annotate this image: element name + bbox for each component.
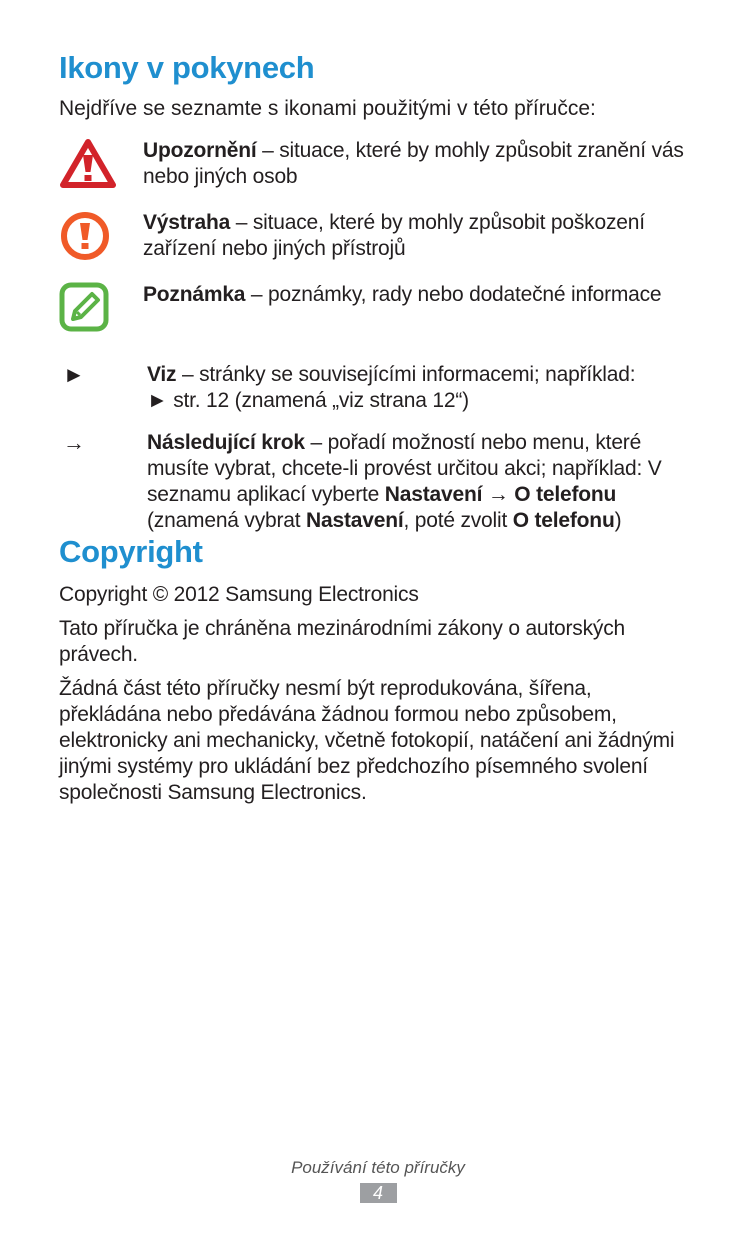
viz-row (59, 362, 699, 414)
next-step-explain-setting: Nastavení (306, 508, 404, 532)
warning-exclamation-icon (59, 210, 111, 262)
next-step-term: Následující krok (147, 430, 305, 454)
caution-description (143, 138, 699, 190)
warning-row (59, 210, 699, 262)
warning-description (143, 210, 699, 262)
icons-intro: Nejdříve se seznamte s ikonami použitými v této příručce: (59, 96, 596, 120)
viz-description (147, 362, 699, 414)
caution-row (59, 138, 699, 190)
warning-text: – situace, které by mohly způsobit poškození zařízení nebo jiných přístrojů (143, 210, 645, 260)
copyright-protection-paragraph: Tato příručka je chráněna mezinárodními zákony o autorských právech. (59, 616, 625, 666)
next-step-explain-suffix: ) (614, 508, 622, 532)
caution-triangle-icon (59, 138, 117, 190)
next-step-explain-mid: , poté zvolit (403, 508, 513, 532)
viz-text: – stránky se souvisejícími informacemi; například: (176, 362, 636, 386)
arrow-right-icon: → (63, 429, 85, 455)
copyright-reproduction-paragraph: Žádná část této příručky nesmí být reprodukována, šířena, překládána nebo předávána žádnou formou nebo způsobem, elektronicky ani mechanicky, včetně fotokopií, natáčení ani žádnými jinými systémy pro ukládání bez předchozího písemného svolení společnosti Samsung Electronics. (59, 676, 675, 804)
next-step-phone: O telefonu (514, 482, 617, 506)
note-pencil-icon (59, 282, 109, 332)
note-row (59, 282, 699, 332)
viz-example: ► str. 12 (znamená „viz strana 12“) (147, 388, 469, 412)
icons-section-title: Ikony v pokynech (59, 50, 315, 85)
copyright-line: Copyright © 2012 Samsung Electronics (59, 582, 419, 606)
viz-term: Viz (147, 362, 177, 386)
caution-text: – situace, které by mohly způsobit zranění vás nebo jiných osob (143, 138, 684, 188)
next-step-explain-phone: O telefonu (512, 508, 615, 532)
next-step-row (59, 430, 699, 534)
footer-section-label: Používání této příručky (291, 1158, 465, 1177)
next-step-text: – pořadí možností nebo menu, které musíte vybrat, chcete-li provést určitou akci; například: V seznamu aplikací vyberte (147, 430, 662, 506)
note-description (143, 282, 699, 308)
next-step-description (147, 430, 699, 534)
caution-term: Upozornění (143, 138, 257, 162)
warning-term: Výstraha (143, 210, 231, 234)
next-step-arrow: → (482, 482, 515, 506)
next-step-setting: Nastavení (384, 482, 483, 506)
page-content (59, 50, 699, 806)
next-step-explain-prefix: (znamená vybrat (147, 508, 307, 532)
note-term: Poznámka (143, 282, 246, 306)
page-footer (0, 1157, 756, 1204)
page-number: 4 (360, 1183, 397, 1203)
triangle-pointer-icon: ► (63, 361, 85, 387)
copyright-section-title: Copyright (59, 533, 203, 569)
note-text: – poznámky, rady nebo dodatečné informace (245, 282, 662, 306)
